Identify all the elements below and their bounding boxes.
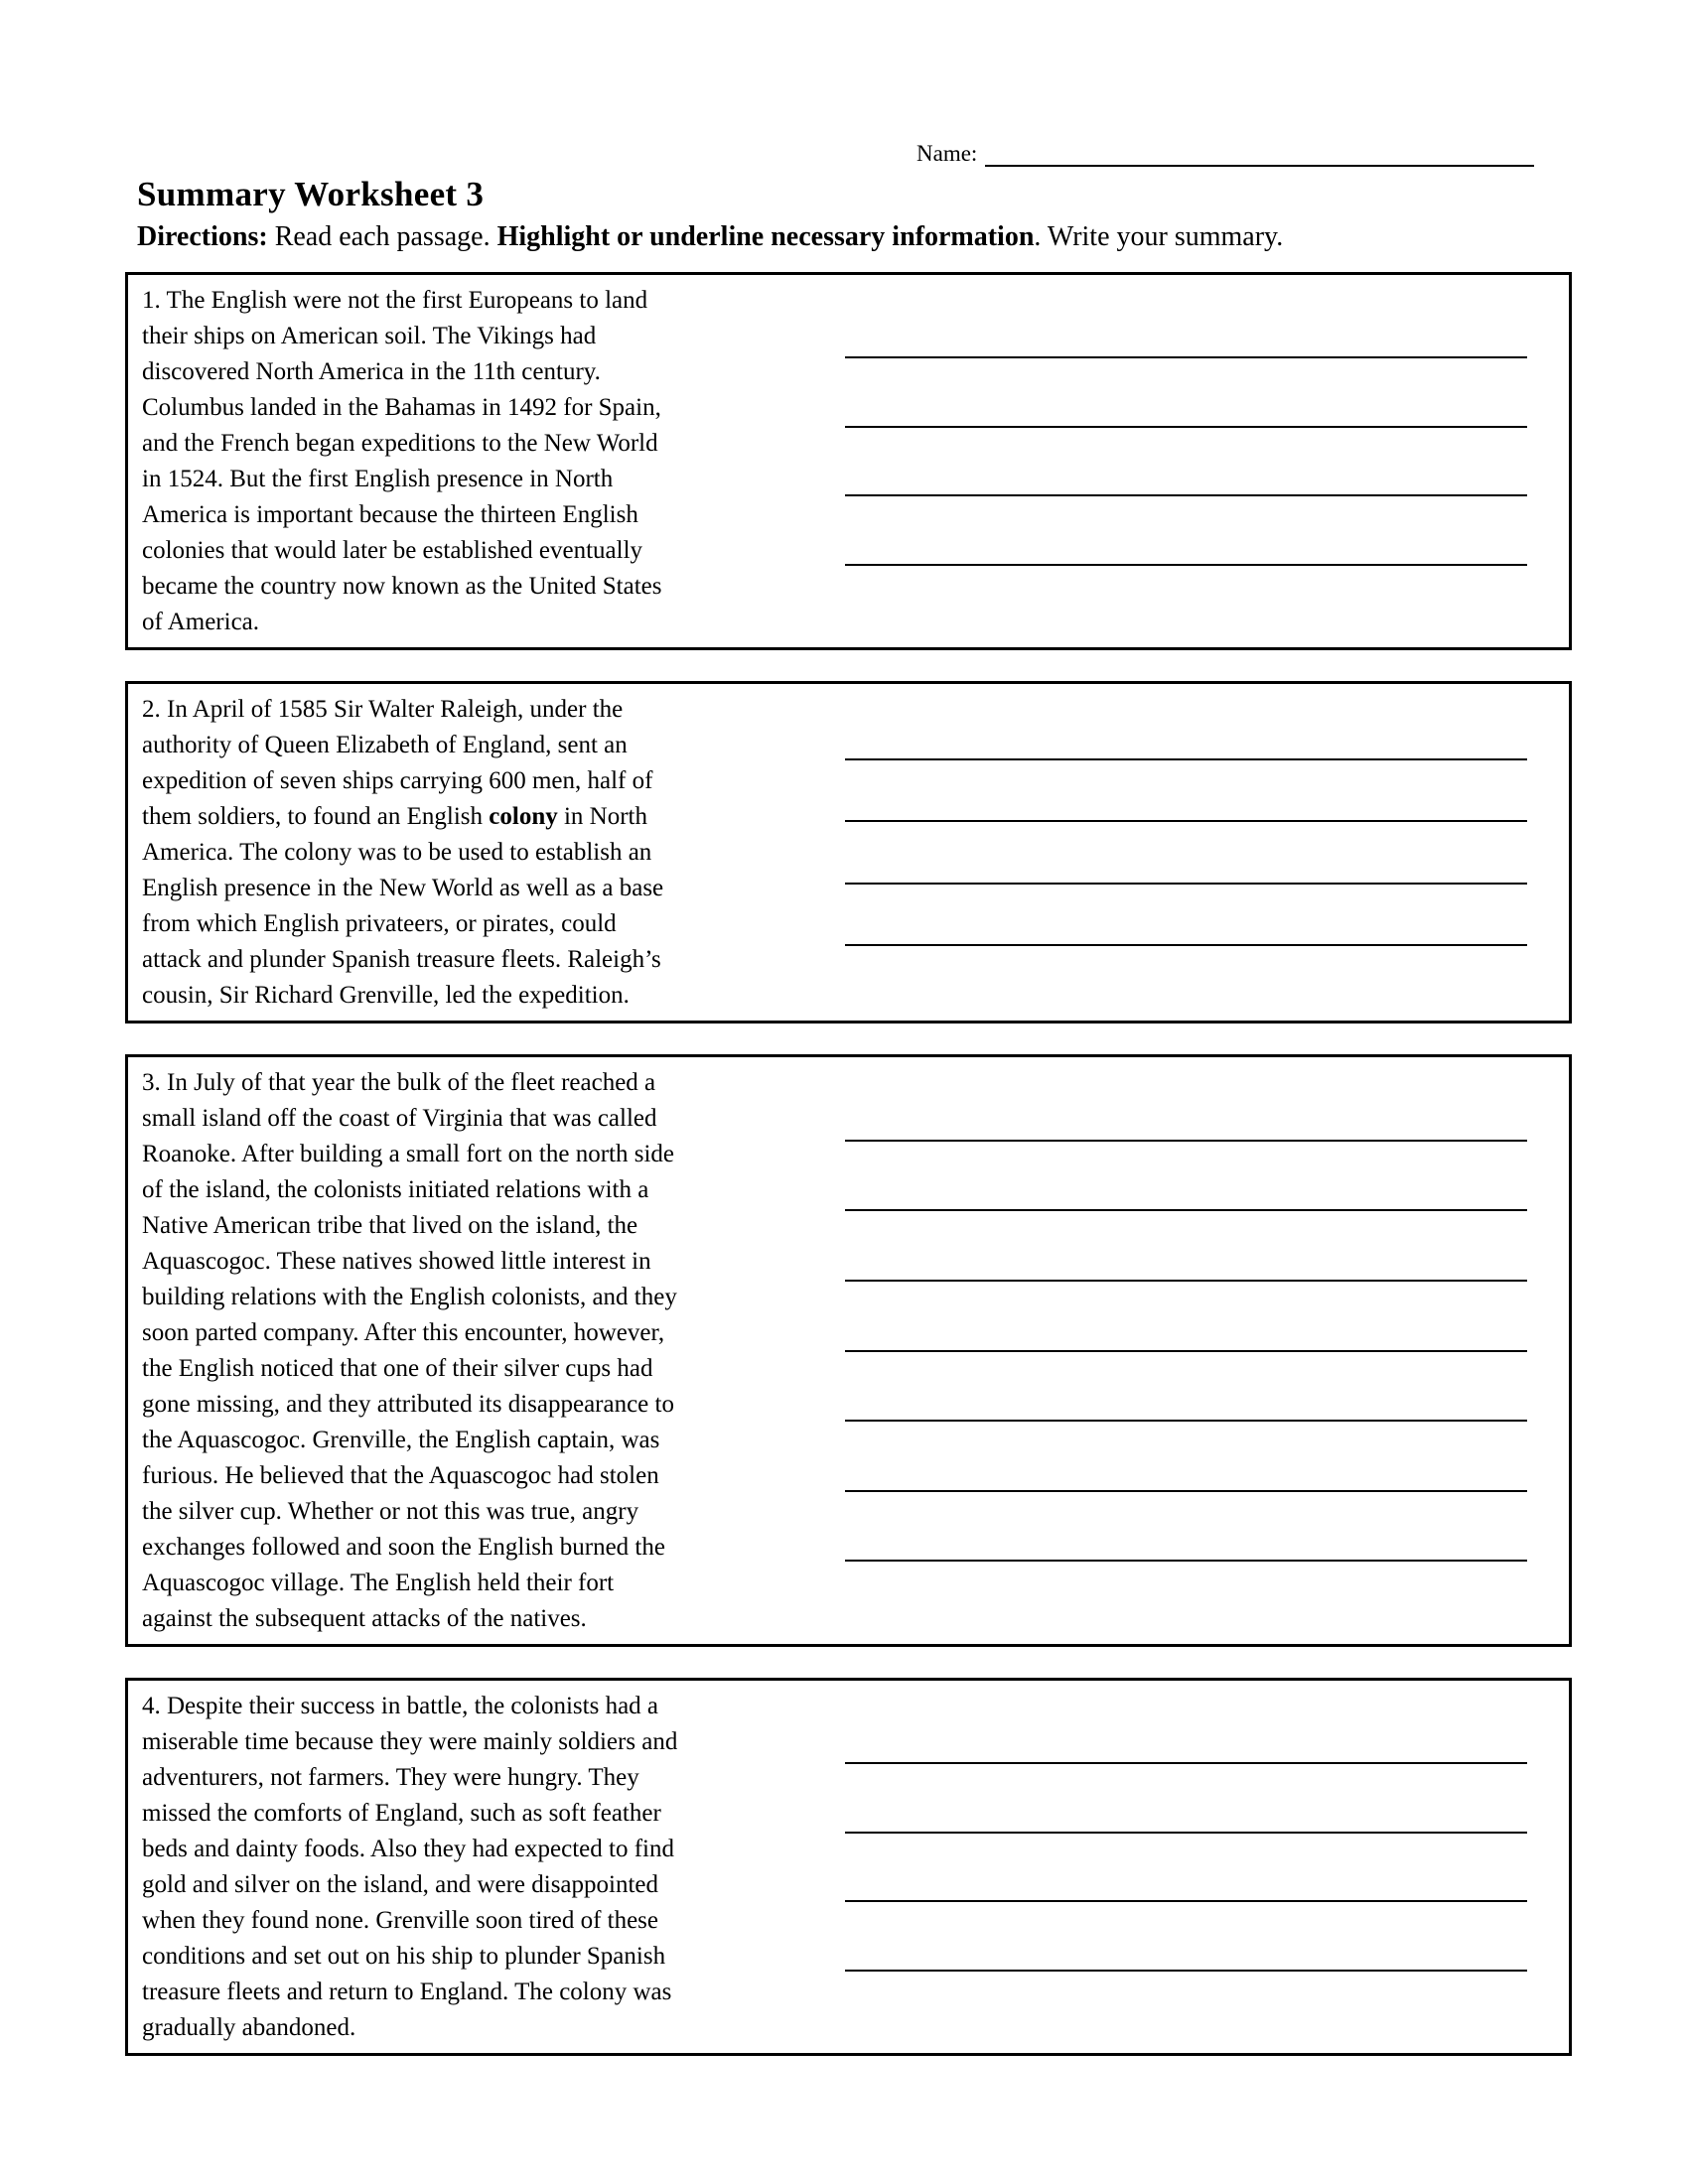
- passage-text-4: [128, 1681, 823, 2053]
- summary-blank-line[interactable]: [845, 356, 1527, 358]
- passage-segment: when they found none. Grenville soon tired of these: [142, 1907, 659, 1934]
- passage-segment: English presence in the New World as well as a base: [142, 875, 664, 901]
- passage-segment: attack and plunder Spanish treasure fleets. Raleigh’s: [142, 946, 661, 973]
- passage-box-2: [125, 681, 1572, 1024]
- summary-blank-line[interactable]: [845, 758, 1527, 760]
- passage-line: [142, 1566, 823, 1601]
- passage-segment: missed the comforts of England, such as soft feather: [142, 1800, 661, 1827]
- passage-line: [142, 2010, 823, 2046]
- passage-segment: conditions and set out on his ship to plunder Spanish: [142, 1943, 666, 1970]
- passage-line: [142, 1280, 823, 1315]
- passage-segment: furious. He believed that the Aquascogoc had stolen: [142, 1462, 659, 1489]
- summary-lines-2: [823, 684, 1569, 1021]
- summary-blank-line[interactable]: [845, 944, 1527, 946]
- passage-line: [142, 799, 823, 835]
- passage-segment: 4. Despite their success in battle, the colonists had a: [142, 1693, 659, 1719]
- summary-blank-line[interactable]: [845, 1140, 1527, 1142]
- passage-line: [142, 1172, 823, 1208]
- passage-segment: from which English privateers, or pirates, could: [142, 910, 617, 937]
- name-row: [916, 135, 1534, 167]
- passage-line: [142, 605, 823, 640]
- passage-line: [142, 1975, 823, 2010]
- passage-segment: Columbus landed in the Bahamas in 1492 for Spain,: [142, 394, 661, 421]
- passage-line: [142, 1351, 823, 1387]
- passage-line: [142, 835, 823, 871]
- passage-segment: of the island, the colonists initiated relations with a: [142, 1176, 649, 1203]
- passage-text-3: [128, 1057, 823, 1644]
- passage-segment: beds and dainty foods. Also they had expected to find: [142, 1836, 674, 1862]
- passage-line: [142, 1101, 823, 1137]
- passage-segment: treasure fleets and return to England. The colony was: [142, 1979, 672, 2005]
- passage-box-1: [125, 272, 1572, 650]
- passage-segment: and the French began expeditions to the New World: [142, 430, 658, 457]
- summary-blank-line[interactable]: [845, 820, 1527, 822]
- passage-segment: Roanoke. After building a small fort on the north side: [142, 1141, 675, 1167]
- summary-blank-line[interactable]: [845, 1490, 1527, 1492]
- passage-segment: became the country now known as the United States: [142, 573, 662, 600]
- passages-container: [125, 272, 1572, 2056]
- passage-segment: America. The colony was to be used to establish an: [142, 839, 652, 866]
- passage-box-3: [125, 1054, 1572, 1647]
- summary-blank-line[interactable]: [845, 1832, 1527, 1834]
- passage-line: [142, 1423, 823, 1458]
- directions: [137, 219, 1572, 255]
- summary-blank-line[interactable]: [845, 1900, 1527, 1902]
- passage-segment: 2. In April of 1585 Sir Walter Raleigh, under the: [142, 696, 624, 723]
- name-label: Name:: [916, 141, 978, 166]
- passage-line: [142, 728, 823, 763]
- name-blank-line[interactable]: [985, 139, 1534, 167]
- passage-segment: gone missing, and they attributed its disappearance to: [142, 1391, 674, 1418]
- passage-segment: gradually abandoned.: [142, 2014, 356, 2041]
- passage-line: [142, 497, 823, 533]
- passage-line: [142, 1689, 823, 1724]
- directions-bold-text: Highlight or underline necessary information: [496, 221, 1035, 252]
- summary-lines-3: [823, 1057, 1569, 1644]
- passage-line: [142, 1530, 823, 1566]
- summary-blank-line[interactable]: [845, 426, 1527, 428]
- passage-segment: Native American tribe that lived on the island, the: [142, 1212, 638, 1239]
- passage-line: [142, 354, 823, 390]
- passage-line: [142, 1832, 823, 1867]
- passage-segment: colonies that would later be established eventually: [142, 537, 643, 564]
- passage-segment: of America.: [142, 609, 260, 635]
- passage-segment: their ships on American soil. The Vikings had: [142, 323, 597, 349]
- summary-blank-line[interactable]: [845, 494, 1527, 496]
- passage-line: [142, 1494, 823, 1530]
- passage-segment: gold and silver on the island, and were disappointed: [142, 1871, 659, 1898]
- summary-blank-line[interactable]: [845, 564, 1527, 566]
- passage-box-4: [125, 1678, 1572, 2056]
- passage-line: [142, 462, 823, 497]
- passage-segment: Aquascogoc. These natives showed little interest in: [142, 1248, 651, 1275]
- summary-blank-line[interactable]: [845, 1350, 1527, 1352]
- passage-segment: the Aquascogoc. Grenville, the English captain, was: [142, 1427, 660, 1453]
- passage-text-2: [128, 684, 823, 1021]
- passage-line: [142, 763, 823, 799]
- passage-segment: miserable time because they were mainly soldiers and: [142, 1728, 678, 1755]
- vocabulary-bold-word: colony: [489, 803, 558, 830]
- passage-text-1: [128, 275, 823, 647]
- passage-line: [142, 1939, 823, 1975]
- passage-segment: the English noticed that one of their silver cups had: [142, 1355, 653, 1382]
- directions-text-1: Read each passage.: [267, 221, 497, 252]
- passage-line: [142, 1724, 823, 1760]
- passage-segment: in 1524. But the first English presence in North: [142, 466, 614, 492]
- page-title: Summary Worksheet 3: [137, 175, 485, 213]
- passage-segment: America is important because the thirteen English: [142, 501, 638, 528]
- passage-segment: cousin, Sir Richard Grenville, led the expedition.: [142, 982, 630, 1009]
- passage-segment: building relations with the English colonists, and they: [142, 1284, 677, 1310]
- passage-line: [142, 1137, 823, 1172]
- passage-line: [142, 533, 823, 569]
- passage-line: [142, 1315, 823, 1351]
- directions-label: Directions:: [137, 221, 268, 252]
- passage-segment: 1. The English were not the first Europeans to land: [142, 287, 648, 314]
- passage-line: [142, 283, 823, 319]
- passage-line: [142, 1760, 823, 1796]
- passage-segment: expedition of seven ships carrying 600 men, half of: [142, 767, 653, 794]
- passage-segment: authority of Queen Elizabeth of England, sent an: [142, 732, 628, 758]
- passage-line: [142, 1208, 823, 1244]
- passage-segment: the silver cup. Whether or not this was true, angry: [142, 1498, 639, 1525]
- passage-segment: adventurers, not farmers. They were hungry. They: [142, 1764, 639, 1791]
- passage-segment: discovered North America in the 11th century.: [142, 358, 601, 385]
- passage-line: [142, 1244, 823, 1280]
- passage-line: [142, 1387, 823, 1423]
- summary-lines-1: [823, 275, 1569, 647]
- passage-segment: small island off the coast of Virginia that was called: [142, 1105, 657, 1132]
- summary-blank-line[interactable]: [845, 1209, 1527, 1211]
- passage-line: [142, 906, 823, 942]
- passage-line: [142, 426, 823, 462]
- passage-line: [142, 1903, 823, 1939]
- passage-segment: exchanges followed and soon the English burned the: [142, 1534, 665, 1561]
- passage-segment: soon parted company. After this encounter, however,: [142, 1319, 665, 1346]
- summary-blank-line[interactable]: [845, 1420, 1527, 1422]
- passage-line: [142, 978, 823, 1014]
- passage-line: [142, 319, 823, 354]
- passage-segment: in North: [557, 803, 648, 830]
- passage-segment: 3. In July of that year the bulk of the fleet reached a: [142, 1069, 656, 1096]
- summary-blank-line[interactable]: [845, 1970, 1527, 1972]
- directions-text-2: . Write your summary.: [1034, 221, 1284, 252]
- passage-line: [142, 1601, 823, 1637]
- passage-line: [142, 1796, 823, 1832]
- summary-blank-line[interactable]: [845, 883, 1527, 885]
- passage-line: [142, 942, 823, 978]
- summary-lines-4: [823, 1681, 1569, 2053]
- summary-blank-line[interactable]: [845, 1560, 1527, 1562]
- passage-segment: Aquascogoc village. The English held their fort: [142, 1570, 615, 1596]
- passage-line: [142, 1458, 823, 1494]
- passage-line: [142, 569, 823, 605]
- summary-blank-line[interactable]: [845, 1280, 1527, 1282]
- passage-line: [142, 871, 823, 906]
- passage-segment: them soldiers, to found an English: [142, 803, 490, 830]
- passage-line: [142, 1065, 823, 1101]
- passage-line: [142, 1867, 823, 1903]
- summary-blank-line[interactable]: [845, 1762, 1527, 1764]
- passage-segment: against the subsequent attacks of the natives.: [142, 1605, 587, 1632]
- passage-line: [142, 390, 823, 426]
- passage-line: [142, 692, 823, 728]
